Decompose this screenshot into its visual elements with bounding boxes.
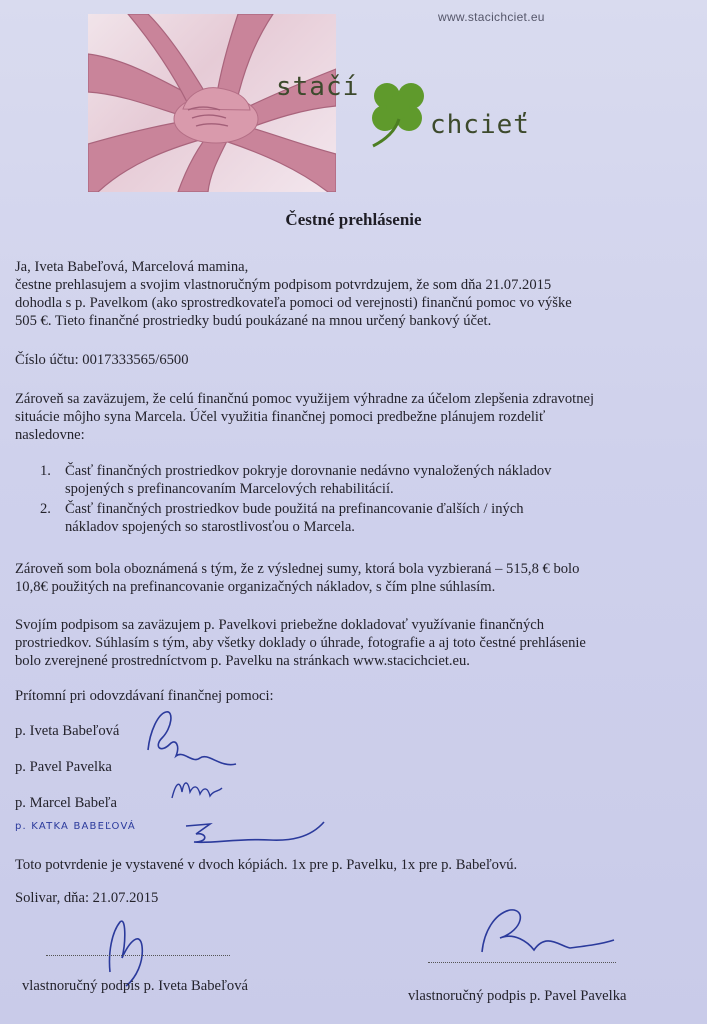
list-item-1-line-2: spojených s prefinancovaním Marcelových rehabilitácií. (65, 481, 394, 497)
clover-icon (365, 74, 435, 154)
document-title: Čestné prehlásenie (285, 210, 422, 229)
hands-illustration (88, 14, 336, 192)
signature-iveta-inline (140, 706, 250, 776)
signature-caption-left: vlastnoručný podpis p. Iveta Babeľová (22, 978, 248, 994)
list-item-1-number: 1. (40, 463, 51, 479)
reporting-line-1: Svojím podpisom sa zaväzujem p. Pavelkovi priebežne dokladovať využívanie finančných (15, 617, 545, 633)
account-number: Číslo účtu: 0017333565/6500 (15, 352, 189, 368)
logo-hands-photo (88, 14, 336, 192)
signature-marcel-inline (168, 772, 228, 806)
signature-katka-inline (180, 814, 330, 850)
list-item-2-number: 2. (40, 501, 51, 517)
present-name-marcel: p. Marcel Babeľa (15, 795, 117, 811)
place-and-date: Solivar, dňa: 21.07.2015 (15, 890, 159, 906)
list-item-1-line-1: Časť finančných prostriedkov pokryje dorovnanie nedávno vynaložených nákladov (65, 463, 552, 479)
reporting-line-3: bolo zverejnené prostredníctvom p. Pavelku na stránkach www.stacichciet.eu. (15, 653, 470, 669)
commitment-line-1: Zároveň sa zaväzujem, že celú finančnú pomoc využijem výhradne za účelom zlepšenia zdravotnej (15, 391, 595, 407)
list-item-2-line-1: Časť finančných prostriedkov bude použitá na prefinancovanie ďalších / iných (65, 501, 524, 517)
brand-wordmark-part-2: chcieť (430, 110, 530, 140)
handwritten-name-katka: p. KATKA BABEĽOVÁ (15, 821, 136, 832)
present-label: Prítomní pri odovzdávaní finančnej pomoci: (15, 688, 274, 704)
site-url: www.stacichciet.eu (438, 10, 545, 24)
copies-statement: Toto potvrdenie je vystavené v dvoch kópiách. 1x pre p. Pavelku, 1x pre p. Babeľovú. (15, 857, 518, 873)
commitment-line-3: nasledovne: (15, 427, 85, 443)
intro-line-3: dohodla s p. Pavelkom (ako sprostredkovateľa pomoci od verejnosti) finančnú pomoc vo výške (15, 295, 572, 311)
acknowledgement-line-1: Zároveň som bola oboznámená s tým, že z výslednej sumy, ktorá bola vyzbieraná – 515,8 € bolo (15, 561, 580, 577)
commitment-line-2: situácie môjho syna Marcela. Účel využitia finančnej pomoci predbežne plánujem rozdeliť (15, 409, 546, 425)
signature-line-right (428, 962, 616, 963)
intro-line-4: 505 €. Tieto finančné prostriedky budú poukázané na mnou určený bankový účet. (15, 313, 492, 329)
intro-line-2: čestne prehlasujem a svojim vlastnoručným podpisom potvrdzujem, že som dňa 21.07.2015 (15, 277, 552, 293)
brand-wordmark-part-1: stačí (276, 72, 360, 102)
acknowledgement-line-2: 10,8€ použitých na prefinancovanie organizačných nákladov, s čím plne súhlasím. (15, 579, 496, 595)
list-item-2-line-2: nákladov spojených so starostlivosťou o Marcela. (65, 519, 355, 535)
reporting-line-2: prostriedkov. Súhlasím s tým, aby všetky doklady o úhrade, fotografie a aj toto čestné prehlásenie (15, 635, 586, 651)
signature-caption-right: vlastnoručný podpis p. Pavel Pavelka (408, 988, 627, 1004)
present-name-iveta: p. Iveta Babeľová (15, 723, 120, 739)
intro-line-1: Ja, Iveta Babeľová, Marcelová mamina, (15, 259, 249, 275)
signature-pavel-bottom (470, 902, 620, 962)
present-name-pavel: p. Pavel Pavelka (15, 759, 112, 775)
signature-line-left (46, 955, 230, 956)
